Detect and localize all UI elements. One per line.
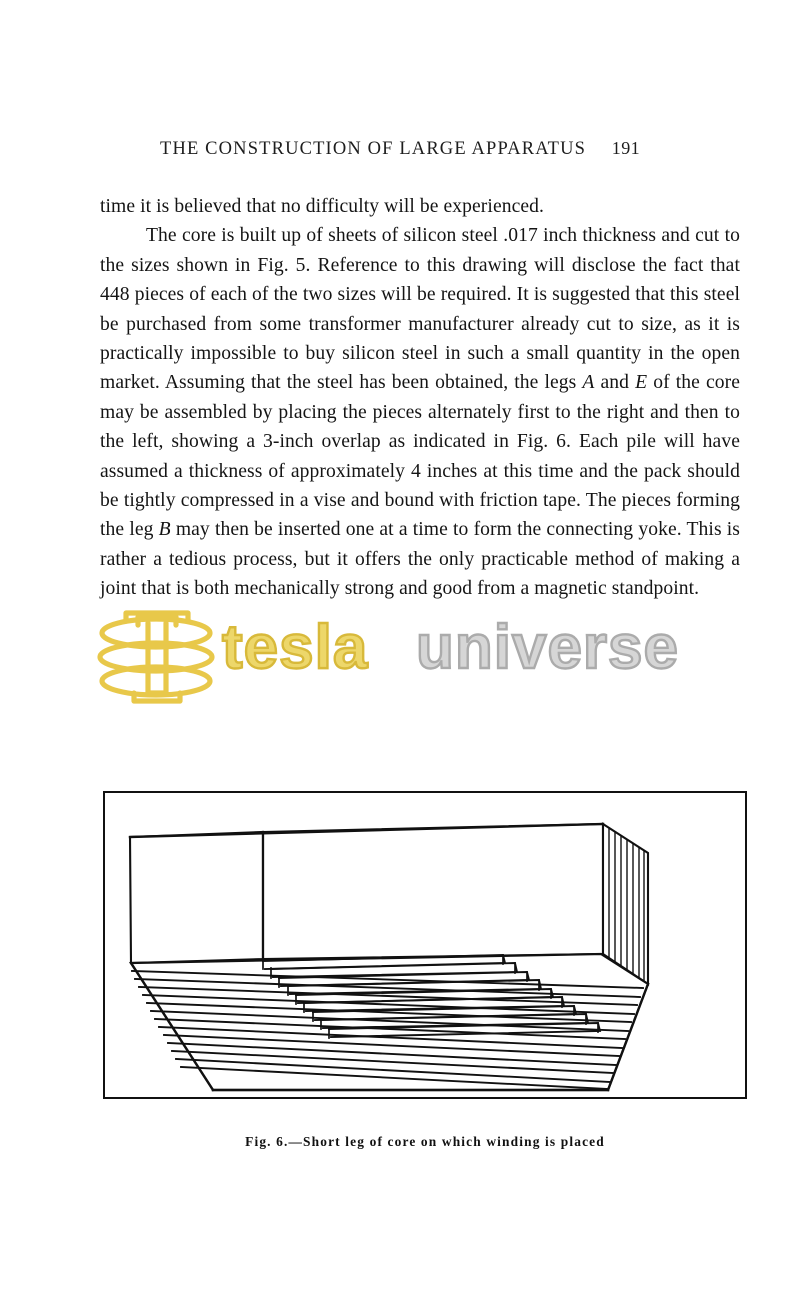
paragraph-segment-1: The core is built up of sheets of silicon steel .017 inch thickness and cut to the sizes shown in Fig. 5. Reference to this drawing will disclose the fact that 448 pieces of each of the two sizes will be required. It is suggested that this steel be purchased from some transformer manufacturer already cut to size, as it is practically impossible to buy silicon steel in such a small quantity in the open market. Assuming that the steel has been obtained, the legs <box>100 225 740 394</box>
paragraph-segment-3: of the core may be assembled by placing the pieces alternately first to the right and then to the left, showing a 3-inch overlap as indicated in Fig. 6. Each pile will have assumed a thickness of approximately 4 inches at this time and the pack should be tightly compressed in a vise and bound with friction tape. The pieces forming the leg <box>100 372 740 541</box>
leg-label-a: A <box>582 372 595 394</box>
tesla-coil-logo <box>100 613 212 701</box>
leg-label-e: E <box>635 372 648 394</box>
core-leg-illustration <box>103 791 747 1099</box>
watermark-word-tesla: tesla <box>222 613 369 682</box>
paragraph-continued: time it is believed that no difficulty will be experienced. <box>100 196 544 217</box>
figure-caption: Fig. 6.—Short leg of core on which winding is placed <box>245 1134 605 1149</box>
paragraph-segment-4: may then be inserted one at a time to form the connecting yoke. This is rather a tedious process, but it offers the only practicable method of making a joint that is both mechanically strong and good from a magnetic standpoint. <box>100 519 741 600</box>
body-text-column <box>100 192 740 604</box>
paragraph-core-construction <box>100 221 740 603</box>
running-head <box>160 138 640 160</box>
leg-label-b: B <box>158 519 171 541</box>
watermark-word-universe: universe <box>416 613 680 682</box>
figure-6 <box>103 791 747 1099</box>
running-head-title: THE CONSTRUCTION OF LARGE APPARATUS <box>160 139 587 159</box>
page-number: 191 <box>611 138 640 158</box>
paragraph-segment-2: and <box>594 372 636 394</box>
